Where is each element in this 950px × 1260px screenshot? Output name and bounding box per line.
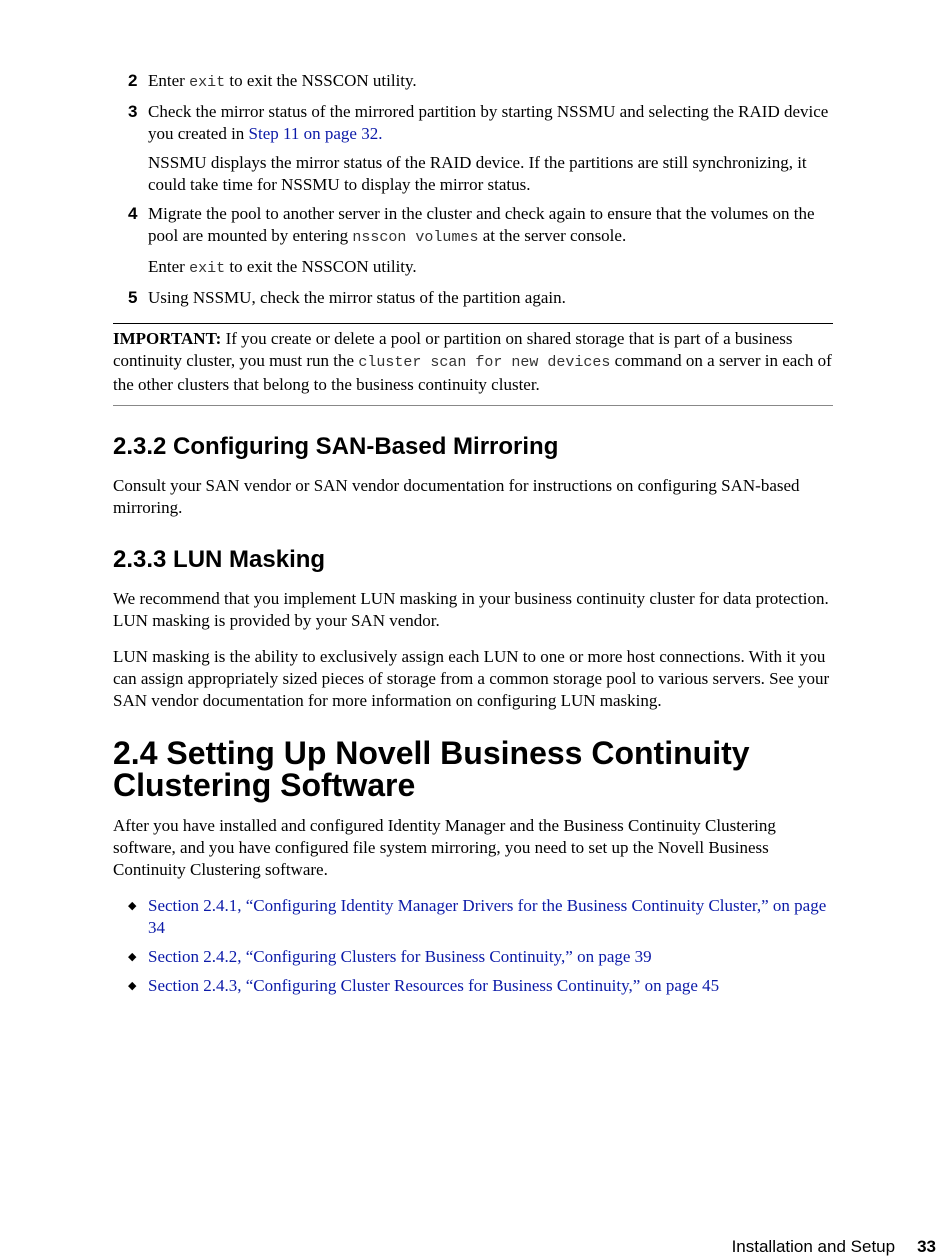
step-text: Enter exit to exit the NSSCON utility. — [148, 71, 417, 91]
step-11-link[interactable]: Step 11 on page 32. — [248, 124, 383, 143]
step-number: 3 — [128, 102, 138, 121]
step-text: Migrate the pool to another server in the cluster and check again to ensure that the volumes on the pool are mounted by entering nsscon volumes at the server console. — [148, 204, 815, 246]
code-exit: exit — [189, 260, 226, 277]
step-3 — [113, 101, 833, 196]
step-number: 5 — [128, 288, 138, 307]
section-2-4-3-link[interactable]: Section 2.4.3, “Configuring Cluster Resources for Business Continuity,” on page 45 — [148, 976, 720, 995]
step-2 — [113, 70, 833, 94]
step-number: 4 — [128, 204, 138, 223]
heading-2-3-3: 2.3.3 LUN Masking — [113, 546, 326, 573]
section-2-4-2-link[interactable]: Section 2.4.2, “Configuring Clusters for Business Continuity,” on page 39 — [148, 947, 652, 966]
section-2-4-1-link[interactable]: Section 2.4.1, “Configuring Identity Manager Drivers for the Business Continuity Cluster,” on page 34 — [148, 896, 827, 937]
page-footer — [732, 1236, 936, 1258]
code-cluster-scan: cluster scan for new devices — [358, 354, 611, 371]
list-item — [113, 975, 833, 997]
list-item — [113, 895, 833, 939]
code-exit: exit — [189, 74, 226, 91]
step-4 — [113, 203, 833, 280]
diamond-bullet-icon: ◆ — [128, 900, 137, 912]
step-text: Check the mirror status of the mirrored partition by starting NSSMU and selecting the RAID device you created in Step 11 on page 32. — [148, 102, 829, 143]
footer-title: Installation and Setup — [731, 1237, 896, 1256]
diamond-bullet-icon: ◆ — [128, 980, 137, 992]
step-note: Enter exit to exit the NSSCON utility. — [148, 257, 417, 277]
paragraph: We recommend that you implement LUN masking in your business continuity cluster for data protection. LUN masking is provided by your SAN vendor. — [113, 589, 829, 630]
important-label: IMPORTANT: — [113, 329, 222, 348]
step-5 — [113, 287, 833, 309]
heading-2-4: 2.4 Setting Up Novell Business Continuity Clustering Software — [113, 735, 750, 803]
code-nsscon-volumes: nsscon volumes — [352, 229, 479, 246]
list-item — [113, 946, 833, 968]
page-number: 33 — [917, 1237, 936, 1256]
paragraph: LUN masking is the ability to exclusively assign each LUN to one or more host connections. With it you can assign appropriately sized pieces of storage from a common storage pool to various servers. See your SAN vendor documentation for more information on configuring LUN masking. — [113, 647, 830, 710]
section-link-list — [113, 895, 833, 997]
document-page — [113, 70, 833, 1004]
step-number: 2 — [128, 71, 138, 90]
heading-2-3-2: 2.3.2 Configuring SAN-Based Mirroring — [113, 433, 559, 460]
step-text: Using NSSMU, check the mirror status of the partition again. — [148, 288, 566, 307]
diamond-bullet-icon: ◆ — [128, 951, 137, 963]
important-note: IMPORTANT: If you create or delete a pool or partition on shared storage that is part of a business continuity cluster, you must run the cluster scan for new devices command on a server in each of the other clusters that belong to the business continuity cluster. — [113, 323, 833, 406]
step-note: NSSMU displays the mirror status of the RAID device. If the partitions are still synchronizing, it could take time for NSSMU to display the mirror status. — [148, 153, 807, 194]
paragraph: After you have installed and configured Identity Manager and the Business Continuity Clustering software, and you have configured file system mirroring, you need to set up the Novell Business Continuity Clustering software. — [113, 816, 776, 879]
paragraph: Consult your SAN vendor or SAN vendor documentation for instructions on configuring SAN-based mirroring. — [113, 476, 800, 517]
